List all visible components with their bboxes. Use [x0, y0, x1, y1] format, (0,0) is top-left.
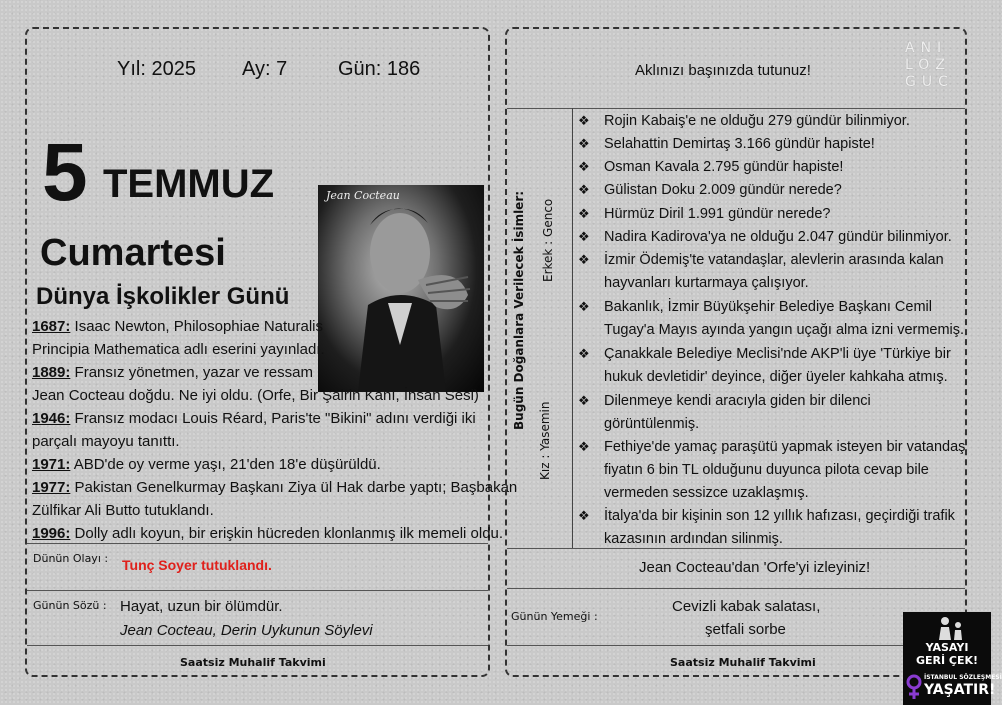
silhouette-icon	[903, 612, 991, 642]
news-text: Fethiye'de yamaç paraşütü yapmak isteyen bir vatandaş	[604, 439, 966, 455]
event-text: Pakistan Genelkurmay Başkanı Ziya ül Hak darbe yaptı; Başbakan	[70, 479, 518, 496]
divider	[507, 588, 965, 589]
news-text: Gülistan Doku 2.009 gündür nerede?	[604, 182, 842, 198]
quote-source: Jean Cocteau, Derin Uykunun Söylevi	[120, 622, 373, 639]
diamond-bullet-icon: ❖	[578, 113, 590, 128]
month-name: TEMMUZ	[103, 162, 275, 206]
right-footer: Saatsiz Muhalif Takvimi	[670, 656, 816, 669]
diamond-bullet-icon: ❖	[578, 439, 590, 454]
news-text: İtalya'da bir kişinin son 12 yıllık hafızası, geçirdiği trafik	[604, 508, 955, 524]
event-text: Fransız yönetmen, yazar ve ressam	[70, 364, 313, 381]
diamond-bullet-icon: ❖	[578, 206, 590, 221]
logo-line: ANI	[905, 40, 948, 56]
diamond-bullet-icon: ❖	[578, 159, 590, 174]
weekday: Cumartesi	[40, 232, 226, 274]
event-item	[32, 315, 323, 338]
diamond-bullet-icon: ❖	[578, 508, 590, 523]
event-item	[32, 407, 476, 430]
meal-line-2: şetfali sorbe	[705, 621, 786, 638]
event-year: 1971:	[32, 456, 71, 473]
event-year: 1946:	[32, 410, 71, 427]
event-item-cont: Principia Mathematica adlı eserini yayınladı.	[32, 341, 325, 358]
badge-line-4: YAŞATIR!	[924, 682, 996, 698]
day-number: 5	[42, 127, 86, 218]
diamond-bullet-icon: ❖	[578, 136, 590, 151]
divider	[507, 645, 965, 646]
news-text: Osman Kavala 2.795 gündür hapiste!	[604, 159, 844, 175]
venus-icon	[905, 674, 923, 700]
diamond-bullet-icon: ❖	[578, 252, 590, 267]
male-name: Erkek : Genco	[541, 198, 555, 282]
event-text: Isaac Newton, Philosophiae Naturalis	[70, 318, 324, 335]
event-of-day-label: Dünün Olayı :	[33, 552, 109, 565]
news-text: kazasının ardından silinmiş.	[604, 531, 783, 547]
year-label: Yıl: 2025	[117, 58, 196, 80]
special-day: Dünya İşkolikler Günü	[36, 283, 290, 310]
diamond-bullet-icon: ❖	[578, 299, 590, 314]
news-text: fiyatın 6 bin TL olduğunu duyunca pilota cevap bile	[604, 462, 929, 478]
event-year: 1996:	[32, 525, 71, 542]
diamond-bullet-icon: ❖	[578, 346, 590, 361]
event-item	[32, 476, 517, 499]
left-footer: Saatsiz Muhalif Takvimi	[180, 656, 326, 669]
event-year: 1687:	[32, 318, 71, 335]
event-text: Dolly adlı koyun, bir erişkin hücreden klonlanmış ilk memeli oldu.	[70, 525, 504, 542]
names-label: Bugün Doğanlara Verilecek İsimler:	[512, 190, 526, 430]
news-text: hukuk devletidir' deyince, diğer üyeler kahkaha atmış.	[604, 369, 948, 385]
news-text: Tugay'a Mayıs ayında yangın uçağı alma izni vermemiş.	[604, 322, 965, 338]
diamond-bullet-icon: ❖	[578, 182, 590, 197]
meal-line-1: Cevizli kabak salatası,	[672, 598, 821, 615]
column-divider	[572, 108, 573, 548]
news-text: görüntülenmiş.	[604, 416, 700, 432]
event-item-cont: Jean Cocteau doğdu. Ne iyi oldu. (Orfe, Bir Şairin Kanı, İnsan Sesi)	[32, 387, 479, 404]
event-text: ABD'de oy verme yaşı, 21'den 18'e düşürüldü.	[70, 456, 381, 473]
event-of-day: Tunç Soyer tutuklandı.	[122, 557, 272, 573]
portrait-photo	[318, 185, 484, 392]
event-item	[32, 361, 313, 384]
news-text: Bakanlık, İzmir Büyükşehir Belediye Başkanı Cemil	[604, 299, 932, 315]
recommendation: Jean Cocteau'dan 'Orfe'yi izleyiniz!	[639, 559, 871, 576]
news-text: Selahattin Demirtaş 3.166 gündür hapiste!	[604, 136, 875, 152]
event-item-cont: Zülfikar Ali Butto tutuklandı.	[32, 502, 214, 519]
news-text: vermeden sessizce uzaklaşmış.	[604, 485, 809, 501]
badge-line-1: YASAYI	[925, 641, 969, 654]
badge-line-2: GERİ ÇEK!	[915, 654, 979, 667]
event-item	[32, 453, 381, 476]
badge-line-3: İSTANBUL SÖZLEŞMESİ	[924, 674, 1002, 681]
news-text: Rojin Kabaiş'e ne olduğu 279 gündür bilinmiyor.	[604, 113, 910, 129]
female-name: Kız : Yasemin	[538, 401, 552, 480]
event-item-cont: parçalı mayoyu tanıttı.	[32, 433, 180, 450]
news-text: Hürmüz Diril 1.991 gündür nerede?	[604, 206, 831, 222]
news-text: Nadira Kadirova'ya ne olduğu 2.047 gündür bilinmiyor.	[604, 229, 952, 245]
right-header: Aklınızı başınızda tutunuz!	[635, 62, 811, 79]
news-text: hayvanları kurtarmaya çalışıyor.	[604, 275, 809, 291]
news-text: Dilenmeye kendi aracıyla giden bir dilenci	[604, 393, 871, 409]
diamond-bullet-icon: ❖	[578, 393, 590, 408]
news-text: İzmir Ödemiş'te vatandaşlar, alevlerin arasında kalan	[604, 252, 944, 268]
diamond-bullet-icon: ❖	[578, 229, 590, 244]
meal-label: Günün Yemeği :	[511, 610, 598, 623]
logo-line: GUC	[905, 74, 954, 90]
event-year: 1889:	[32, 364, 71, 381]
month-label: Ay: 7	[242, 58, 288, 80]
day-label: Gün: 186	[338, 58, 421, 80]
event-item	[32, 522, 503, 545]
quote-text: Hayat, uzun bir ölümdür.	[120, 598, 283, 615]
divider	[27, 645, 488, 646]
campaign-badge	[903, 612, 1002, 705]
photo-caption: Jean Cocteau	[326, 189, 400, 202]
divider	[507, 108, 965, 109]
quote-label: Günün Sözü :	[33, 599, 107, 612]
brand-logo	[905, 40, 954, 91]
event-text: Fransız modacı Louis Réard, Paris'te "Bikini" adını verdiği iki	[70, 410, 476, 427]
news-text: Çanakkale Belediye Meclisi'nde AKP'li üye 'Türkiye bir	[604, 346, 951, 362]
divider	[27, 590, 488, 591]
logo-line: LOZ	[905, 57, 951, 73]
event-year: 1977:	[32, 479, 71, 496]
